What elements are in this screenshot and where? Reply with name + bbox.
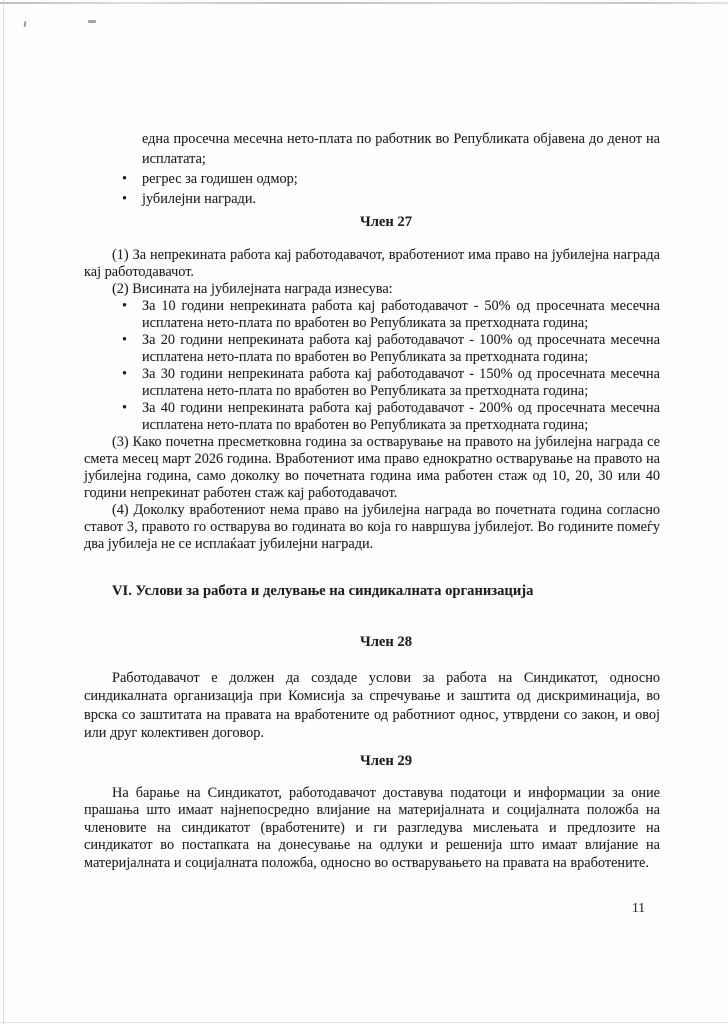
article-27-heading: Член 27 bbox=[359, 214, 413, 230]
article-27-paragraph-4: (4) Доколку вработениот нема право на јубилејна награда во почетната година согласно ставот 3, правото го остварува во годината во која го навршува јубилејот. Во годините помеѓу два јубилеја не се исплаќаат јубилејни награди. bbox=[84, 502, 660, 552]
list-item-text: една просечна месечна нето-плата по работник во Републиката објавена до денот на исплатата; bbox=[142, 131, 660, 167]
article-29-heading: Член 29 bbox=[359, 753, 413, 769]
page-number: 11 bbox=[632, 900, 645, 915]
article-28-heading: Член 28 bbox=[359, 634, 413, 650]
jubilee-award-list bbox=[84, 298, 660, 434]
list-item-text: За 10 години непрекината работа кај работодавачот - 50% од просечната месечна исплатена нето-плата по вработен во Републиката за претходната година; bbox=[142, 298, 660, 331]
benefits-list bbox=[84, 129, 660, 209]
scan-speck bbox=[24, 21, 27, 27]
article-27-paragraph-1: (1) За непрекината работа кај работодавачот, вработениот има право на јубилејна награда кај работодавачот. bbox=[84, 247, 660, 280]
list-item bbox=[84, 366, 660, 400]
bullet-icon: • bbox=[122, 400, 128, 416]
article-27-block bbox=[84, 214, 660, 553]
article-29-paragraph-1: На барање на Синдикатот, работодавачот доставува податоци и информации за оние прашања што имаат најнепосредно влијание на материјалната и социјалната положба на членовите на синдикатот (вработените) и ги разгледува мислењата и предлозите на синдикатот во постапката на донесување на одлуки и решенија што имаат влијание на материјалната и социјалната положба, односно во остварувањето на правата на вработените. bbox=[84, 784, 660, 871]
article-27-paragraph-3: (3) Како почетна пресметковна година за остварување на правото на јубилејна награда се смета месец март 2026 година. Вработениот има право еднократно остварување на правото на јубилејна година, само доколку во почетната година има работен стаж од 10, 20, 30 или 40 години непрекинат работен стаж кај работодавачот. bbox=[84, 434, 660, 501]
bullet-icon: • bbox=[122, 366, 128, 382]
list-item bbox=[84, 400, 660, 434]
list-item bbox=[84, 332, 660, 366]
list-item-text: регрес за годишен одмор; bbox=[142, 171, 298, 187]
list-item bbox=[84, 298, 660, 332]
list-item bbox=[84, 129, 660, 169]
section-6-block bbox=[84, 583, 660, 600]
list-item-text: јубилејни награди. bbox=[142, 191, 257, 207]
scan-edge-top-artifact bbox=[0, 2, 728, 4]
article-27-paragraph-2: (2) Висината на јубилејната награда изнесува: bbox=[112, 281, 393, 297]
section-6-heading: VI. Услови за работа и делување на синдикалната организација bbox=[112, 583, 534, 599]
article-29-block bbox=[84, 739, 660, 872]
list-item bbox=[84, 169, 660, 189]
bullet-icon: • bbox=[122, 332, 128, 348]
list-item bbox=[84, 189, 660, 209]
scan-speck bbox=[88, 20, 96, 23]
list-item-text: За 40 години непрекината работа кај работодавачот - 200% од просечната месечна исплатена нето-плата по вработен во Републиката за претходната година; bbox=[142, 400, 660, 433]
bullet-icon: • bbox=[122, 298, 128, 314]
article-28-paragraph-1: Работодавачот е должен да создаде услови за работа на Синдикатот, односно синдикалната организација при Комисија за спречување и заштита од дискриминација, во врска со заштитата на правата на вработените од работниот однос, утврдени со закон, и овој или друг колективен договор. bbox=[84, 669, 660, 741]
scan-edge-bottom-artifact bbox=[0, 1022, 728, 1023]
bullet-icon: • bbox=[122, 191, 128, 207]
bullet-icon: • bbox=[122, 171, 128, 187]
article-28-block bbox=[84, 616, 660, 743]
list-item-text: За 20 години непрекината работа кај работодавачот - 100% од просечната месечна исплатена нето-плата по вработен во Републиката за претходната година; bbox=[142, 332, 660, 365]
list-item-text: За 30 години непрекината работа кај работодавачот - 150% од просечната месечна исплатена нето-плата по вработен во Републиката за претходната година; bbox=[142, 366, 660, 399]
scan-edge-left-artifact bbox=[3, 0, 4, 1024]
